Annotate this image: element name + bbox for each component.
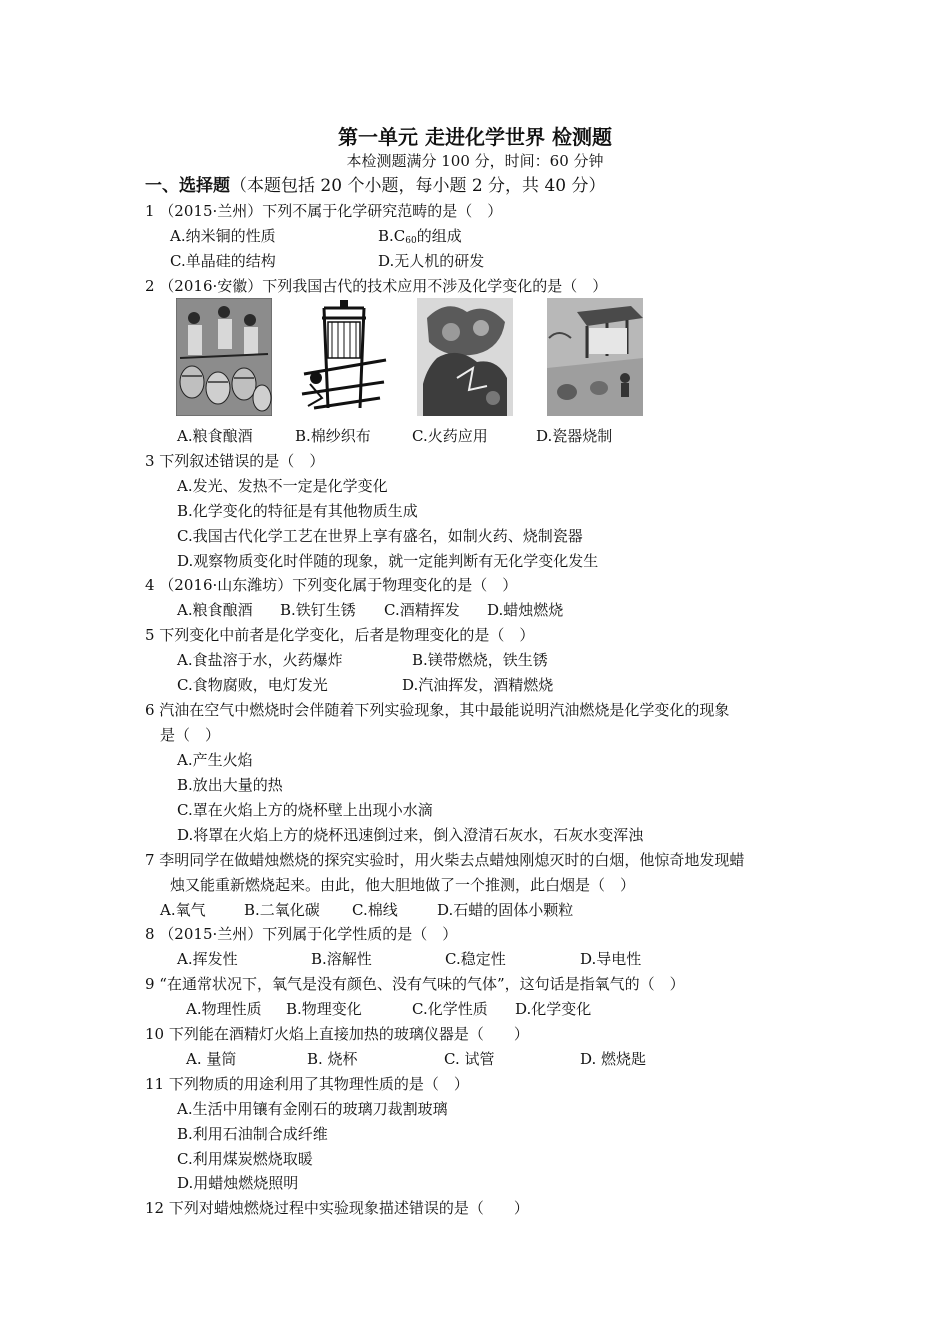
q8-option-a: A.挥发性 [177, 950, 238, 968]
q5-option-b: B.镁带燃烧，铁生锈 [412, 651, 548, 669]
q2-option-a: A.粮食酿酒 [177, 427, 253, 445]
q7-option-a: A.氧气 [160, 901, 206, 919]
q1-option-b: $B.C_{60}$的组成 [378, 227, 462, 246]
q7-option-b: B.二氧化碳 [244, 901, 320, 919]
q7-option-c: C.棉线 [352, 901, 398, 919]
q2-option-b: B.棉纱织布 [295, 427, 371, 445]
q9-option-a: A.物理性质 [186, 1000, 262, 1018]
section-note: （本题包括 20 个小题，每小题 2 分，共 40 分） [230, 176, 606, 196]
question-4-stem: 4 （2016·山东潍坊）下列变化属于物理变化的是（ ） [145, 576, 518, 594]
q4-option-a: A.粮食酿酒 [177, 601, 253, 619]
section-heading [145, 176, 606, 196]
q11-option-a: A.生活中用镶有金刚石的玻璃刀裁割玻璃 [177, 1100, 448, 1118]
q6-option-b: B.放出大量的热 [177, 776, 283, 794]
q6-option-c: C.罩在火焰上方的烧杯壁上出现小水滴 [177, 801, 433, 819]
q8-option-d: D.导电性 [580, 950, 642, 968]
q11-option-d: D.用蜡烛燃烧照明 [177, 1174, 299, 1192]
q1-option-d: D.无人机的研发 [378, 252, 485, 270]
question-11-stem: 11 下列物质的用途利用了其物理性质的是（ ） [145, 1075, 469, 1093]
gunpowder-illustration [417, 298, 513, 416]
question-6-stem: 6 汽油在空气中燃烧时会伴随着下列实验现象，其中最能说明汽油燃烧是化学变化的现象 [145, 701, 730, 719]
question-12-stem: 12 下列对蜡烛燃烧过程中实验现象描述错误的是（ ） [145, 1199, 529, 1217]
question-7-stem-cont: 烛又能重新燃烧起来。由此，他大胆地做了一个推测，此白烟是（ ） [170, 876, 636, 894]
section-title: 一、选择题 [145, 176, 230, 196]
q4-option-c: C.酒精挥发 [384, 601, 460, 619]
q5-option-c: C.食物腐败，电灯发光 [177, 676, 328, 694]
question-3-stem: 3 下列叙述错误的是（ ） [145, 452, 325, 470]
q11-option-b: B.利用石油制合成纤维 [177, 1125, 328, 1143]
question-7-stem: 7 李明同学在做蜡烛燃烧的探究实验时，用火柴去点蜡烛刚熄灭时的白烟，他惊奇地发现蜡 [145, 851, 745, 869]
brewing-illustration [176, 298, 272, 416]
q8-option-c: C.稳定性 [445, 950, 506, 968]
q2-option-d: D.瓷器烧制 [536, 427, 613, 445]
q8-option-b: B.溶解性 [311, 950, 372, 968]
q7-option-d: D.石蜡的固体小颗粒 [437, 901, 574, 919]
q9-option-b: B.物理变化 [286, 1000, 362, 1018]
q10-option-a: A. 量筒 [186, 1050, 237, 1068]
question-6-stem-cont: 是（ ） [160, 726, 221, 744]
q5-option-a: A.食盐溶于水，火药爆炸 [177, 651, 343, 669]
q10-option-d: D. 燃烧匙 [580, 1050, 647, 1068]
q3-option-d: D.观察物质变化时伴随的现象，就一定能判断有无化学变化发生 [177, 552, 599, 570]
q3-option-c: C.我国古代化学工艺在世界上享有盛名，如制火药、烧制瓷器 [177, 527, 583, 545]
q10-option-c: C. 试管 [444, 1050, 495, 1068]
q1-option-c: C.单晶硅的结构 [170, 252, 276, 270]
question-2-stem: 2 （2016·安徽）下列我国古代的技术应用不涉及化学变化的是（ ） [145, 277, 608, 295]
q6-option-a: A.产生火焰 [177, 751, 253, 769]
q9-option-c: C.化学性质 [412, 1000, 488, 1018]
page-subtitle: 本检测题满分 100 分，时间：60 分钟 [346, 152, 604, 170]
question-10-stem: 10 下列能在酒精灯火焰上直接加热的玻璃仪器是（ ） [145, 1025, 529, 1043]
q3-option-a: A.发光、发热不一定是化学变化 [177, 477, 388, 495]
q5-option-d: D.汽油挥发，酒精燃烧 [402, 676, 554, 694]
q4-option-d: D.蜡烛燃烧 [487, 601, 564, 619]
q2-option-c: C.火药应用 [412, 427, 488, 445]
question-1-stem: 1 （2015·兰州）下列不属于化学研究范畴的是（ ） [145, 202, 503, 220]
q4-option-b: B.铁钉生锈 [280, 601, 356, 619]
q6-option-d: D.将罩在火焰上方的烧杯迅速倒过来，倒入澄清石灰水，石灰水变浑浊 [177, 826, 644, 844]
question-5-stem: 5 下列变化中前者是化学变化，后者是物理变化的是（ ） [145, 626, 535, 644]
q10-option-b: B. 烧杯 [307, 1050, 358, 1068]
q9-option-d: D.化学变化 [515, 1000, 592, 1018]
loom-illustration [294, 298, 390, 416]
q3-option-b: B.化学变化的特征是有其他物质生成 [177, 502, 418, 520]
page-title: 第一单元 走进化学世界 检测题 [338, 125, 612, 149]
question-8-stem: 8 （2015·兰州）下列属于化学性质的是（ ） [145, 925, 458, 943]
q1-option-a: A.纳米铜的性质 [170, 227, 276, 245]
q11-option-c: C.利用煤炭燃烧取暖 [177, 1150, 313, 1168]
porcelain-kiln-illustration [547, 298, 643, 416]
question-9-stem: 9 “在通常状况下，氧气是没有颜色、没有气味的气体”，这句话是指氧气的（ ） [145, 975, 685, 993]
